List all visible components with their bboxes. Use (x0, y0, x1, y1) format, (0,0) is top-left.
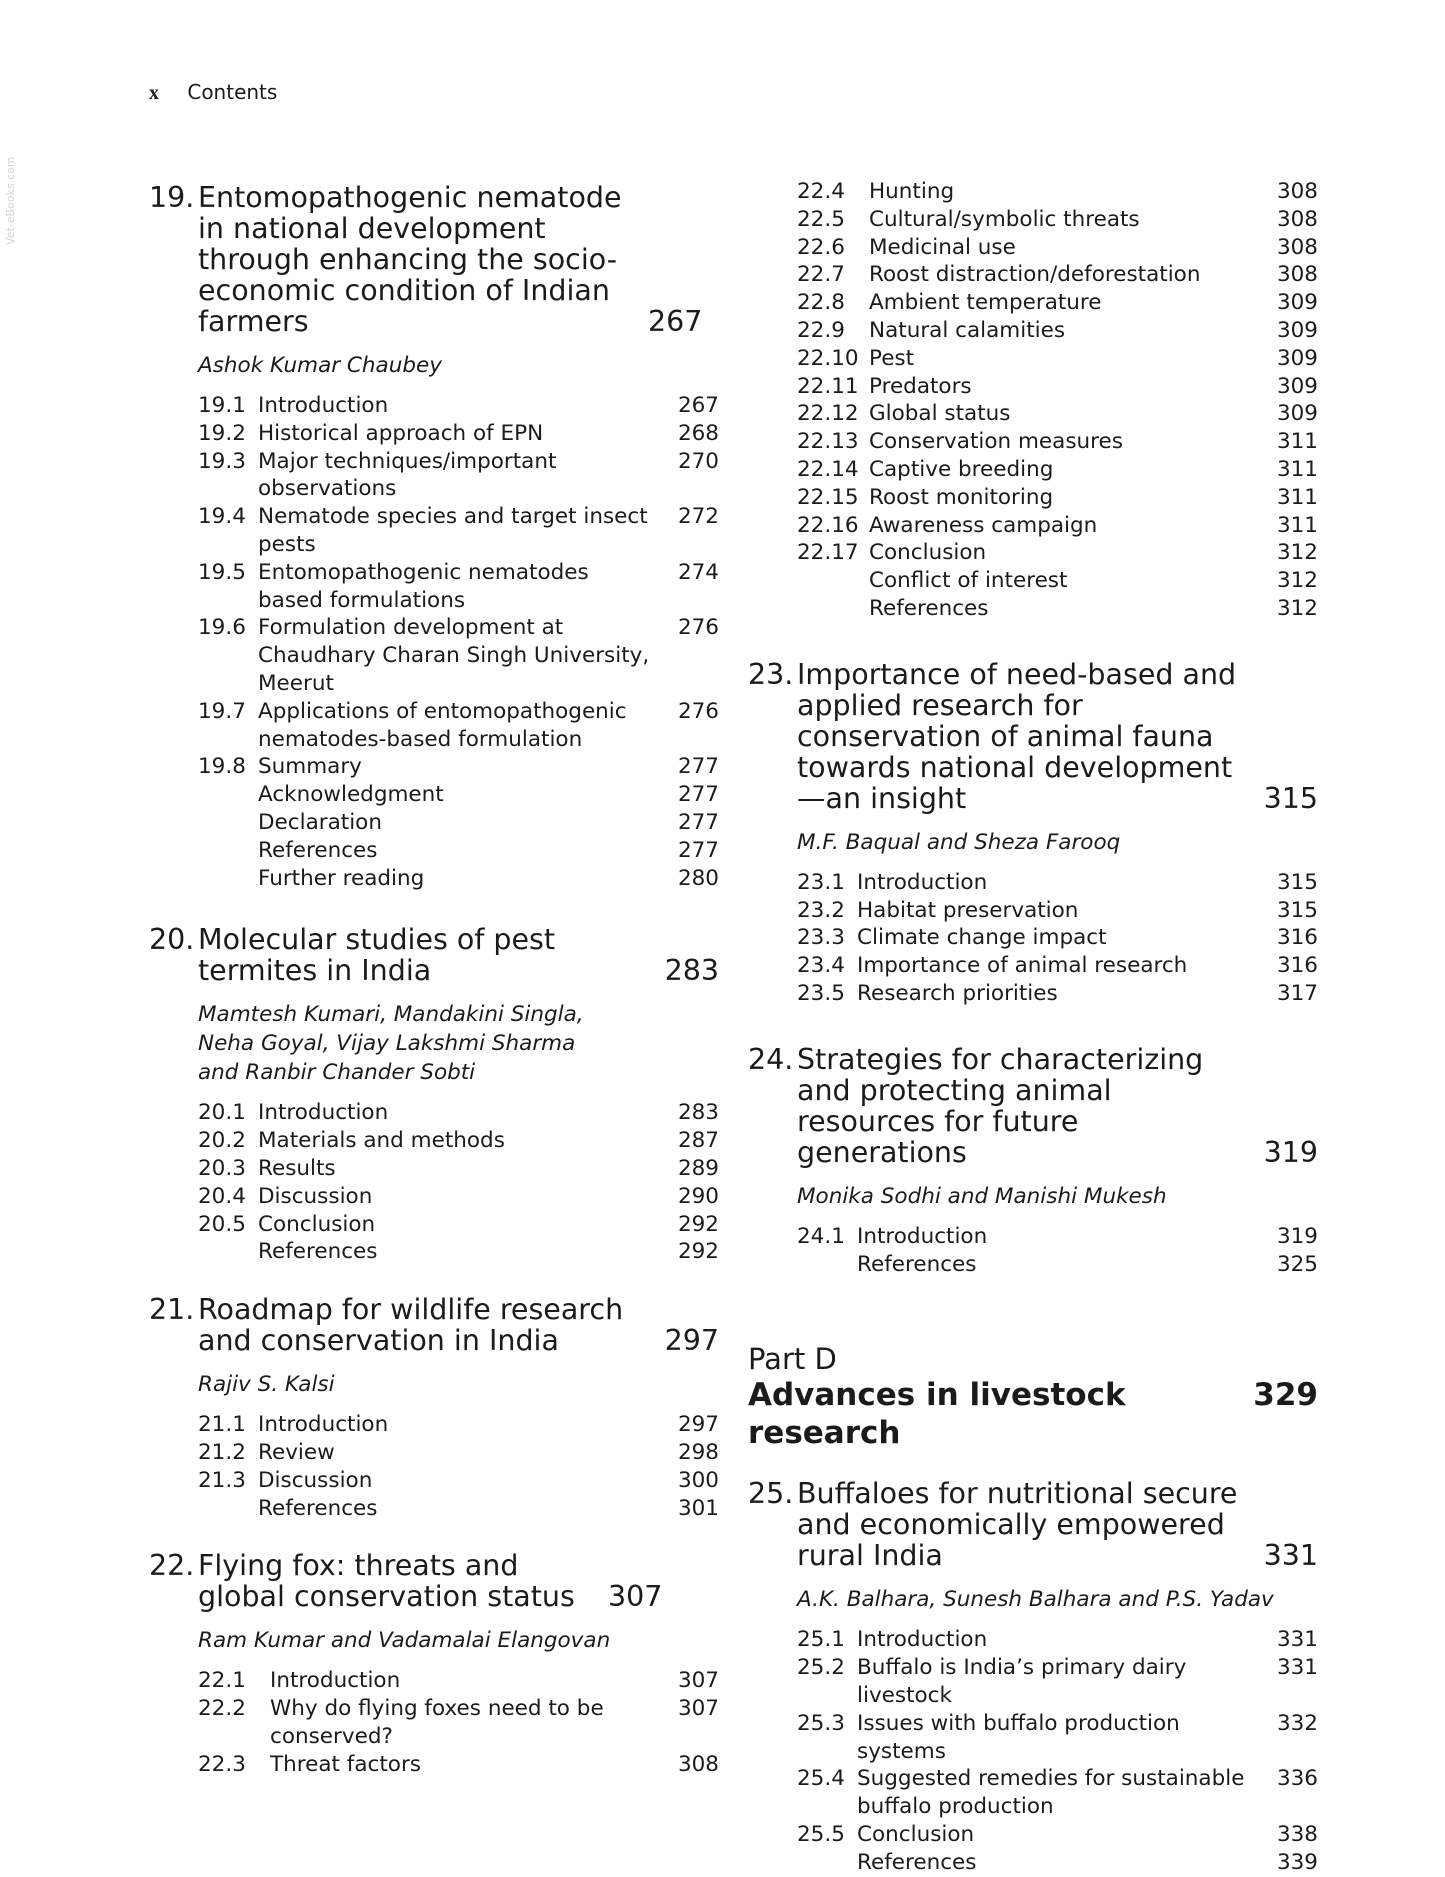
entry-title: Introduction (270, 1668, 401, 1694)
toc-entry (198, 753, 719, 781)
chapter-number: 19. (149, 181, 195, 214)
entry-page: 332 (1276, 1710, 1318, 1736)
entry-title: Natural calamities (869, 317, 1066, 343)
entry-number (198, 837, 258, 865)
entry-title: Results (258, 1155, 336, 1181)
entry-page: 300 (677, 1467, 719, 1493)
entry-number: 22.5 (797, 206, 845, 232)
toc-entry (797, 897, 1318, 925)
entry-number: 22.2 (198, 1696, 246, 1722)
entry-title: References (258, 1495, 378, 1521)
toc-entry (797, 206, 1318, 234)
entry-title: Pest (869, 345, 915, 371)
entry-title: Conservation measures (869, 429, 1123, 455)
chapter-number: 21. (149, 1293, 195, 1327)
entry-page: 311 (1276, 484, 1318, 510)
entry-page: 274 (677, 559, 719, 585)
chapter-heading (748, 1044, 1318, 1168)
entry-title: Conclusion (857, 1821, 975, 1847)
entry-page: 287 (677, 1128, 719, 1154)
entry-title: Ambient temperature (869, 290, 1102, 316)
entry-number: 25.1 (797, 1627, 845, 1653)
entry-number: 19.2 (198, 420, 246, 446)
running-head (149, 80, 277, 105)
chapter-page: 297 (664, 1324, 719, 1358)
entry-page: 308 (1276, 262, 1318, 288)
toc-entry (198, 1183, 719, 1211)
toc-entry (797, 373, 1318, 401)
entry-title: Importance of animal research (857, 953, 1188, 979)
entry-page: 276 (677, 698, 719, 724)
toc-entry (198, 392, 719, 420)
entry-title: Cultural/symbolic threats (869, 206, 1140, 232)
toc-entry (198, 1695, 719, 1751)
chapter-title: Roadmap for wildlife research and conservation in India (198, 1293, 624, 1358)
entry-number: 22.17 (797, 540, 859, 566)
chapter-block (748, 659, 1318, 1008)
chapter-number: 23. (748, 657, 794, 691)
entry-number: 25.5 (797, 1821, 845, 1847)
entry-number: 19.6 (198, 615, 246, 641)
entry-title: Roost monitoring (869, 484, 1054, 510)
entry-page: 325 (1276, 1251, 1318, 1277)
entry-page: 307 (677, 1668, 719, 1694)
entry-title: References (258, 1239, 378, 1265)
entry-title: Climate change impact (857, 925, 1107, 951)
entry-number: 25.3 (797, 1710, 845, 1736)
chapter-authors: Monika Sodhi and Manishi Mukesh (797, 1183, 1167, 1209)
entry-number: 20.3 (198, 1155, 246, 1181)
entry-title: Introduction (258, 1100, 389, 1126)
toc-entry (198, 1751, 719, 1779)
chapter-number: 20. (149, 923, 195, 957)
chapter-authors: Ram Kumar and Vadamalai Elangovan (198, 1628, 611, 1654)
left-column (149, 182, 719, 1779)
entry-page: 308 (677, 1751, 719, 1777)
chapter-number: 22. (149, 1549, 195, 1583)
toc-entry (198, 1467, 719, 1495)
entry-title: Acknowledgment (258, 782, 444, 808)
entry-page: 276 (677, 615, 719, 641)
entry-page: 309 (1276, 290, 1318, 316)
toc-entry-list (797, 1626, 1318, 1876)
toc-entry (797, 1654, 1318, 1710)
entry-page: 309 (1276, 317, 1318, 343)
entry-title: Issues with buffalo production systems (857, 1710, 1180, 1764)
chapter-block (748, 1044, 1318, 1279)
entry-title: References (258, 837, 378, 863)
part-label: Part D (748, 1342, 837, 1377)
toc-entry (198, 503, 719, 559)
toc-entry-list (198, 1667, 719, 1778)
chapter-heading (748, 1478, 1318, 1571)
entry-title: References (857, 1849, 977, 1875)
entry-title: Research priorities (857, 980, 1058, 1006)
entry-number (797, 1849, 857, 1877)
entry-number: 22.8 (797, 290, 845, 316)
entry-page: 301 (677, 1495, 719, 1521)
entry-page: 297 (677, 1412, 719, 1438)
chapter-block (748, 1478, 1318, 1876)
entry-page: 315 (1276, 869, 1318, 895)
entry-title: Habitat preservation (857, 897, 1079, 923)
entry-number (198, 1238, 258, 1266)
entry-page: 308 (1276, 179, 1318, 204)
toc-entry (797, 512, 1318, 540)
entry-page: 292 (677, 1211, 719, 1237)
entry-number: 22.9 (797, 317, 845, 343)
entry-page: 338 (1276, 1821, 1318, 1847)
entry-page: 312 (1276, 595, 1318, 621)
toc-entry (198, 1667, 719, 1695)
entry-number: 19.4 (198, 504, 246, 530)
toc-entry (198, 1099, 719, 1127)
toc-entry (797, 178, 1318, 206)
entry-number: 20.4 (198, 1183, 246, 1209)
entry-number: 22.14 (797, 456, 859, 482)
entry-number: 19.3 (198, 448, 246, 474)
chapter-block (149, 924, 719, 1266)
entry-title: Declaration (258, 809, 382, 835)
entry-page: 292 (677, 1239, 719, 1265)
toc-entry (797, 317, 1318, 345)
entry-title: Applications of entomopathogenic nematodes-based formulation (258, 698, 627, 752)
toc-entry (797, 1765, 1318, 1821)
entry-number: 23.1 (797, 869, 845, 895)
entry-page: 272 (677, 504, 719, 530)
toc-entry-list (797, 1223, 1318, 1279)
chapter-block (149, 1550, 719, 1778)
toc-entry (198, 1238, 719, 1266)
chapter-title: Importance of need-based and applied research for conservation of animal fauna towards national development—an insight (797, 657, 1237, 815)
entry-number: 20.5 (198, 1211, 246, 1237)
entry-title: Introduction (258, 1412, 389, 1438)
chapter-block (149, 1294, 719, 1522)
toc-entry (198, 559, 719, 615)
toc-entry-list (198, 392, 719, 892)
toc-entry (198, 837, 719, 865)
chapter-authors: Rajiv S. Kalsi (198, 1372, 335, 1398)
entry-page: 289 (677, 1155, 719, 1181)
toc-entry (198, 1411, 719, 1439)
entry-number: 23.3 (797, 925, 845, 951)
toc-entry (198, 420, 719, 448)
entry-title: Historical approach of EPN (258, 420, 544, 446)
entry-title: Introduction (857, 1627, 988, 1653)
entry-title: Formulation development at Chaudhary Charan Singh University, Meerut (258, 615, 650, 696)
entry-title: Materials and methods (258, 1128, 505, 1154)
entry-page: 309 (1276, 401, 1318, 427)
toc-entry-list (797, 178, 1318, 623)
entry-number: 21.1 (198, 1412, 246, 1438)
entry-page: 309 (1276, 373, 1318, 399)
entry-title: References (857, 1251, 977, 1277)
chapter-title: Buffaloes for nutritional secure and economically empowered rural India (797, 1477, 1238, 1573)
entry-number: 22.10 (797, 345, 859, 371)
entry-number: 20.1 (198, 1100, 246, 1126)
entry-number (797, 595, 869, 623)
chapter-authors: Ashok Kumar Chaubey (198, 353, 442, 378)
entry-title: Review (258, 1439, 335, 1465)
toc-entry-list (797, 869, 1318, 1008)
toc-entry (797, 595, 1318, 623)
entry-number: 22.11 (797, 373, 859, 399)
toc-entry-list (198, 1411, 719, 1522)
entry-page: 316 (1276, 953, 1318, 979)
toc-entry (198, 781, 719, 809)
chapter-heading (149, 1550, 719, 1612)
entry-title: Conclusion (258, 1211, 376, 1237)
entry-number: 22.16 (797, 512, 859, 538)
entry-number: 22.4 (797, 179, 845, 204)
entry-number: 20.2 (198, 1128, 246, 1154)
part-title-row (748, 1376, 1318, 1452)
entry-title: Threat factors (270, 1751, 421, 1777)
entry-number: 24.1 (797, 1223, 845, 1249)
entry-page: 307 (677, 1696, 719, 1722)
entry-title: Awareness campaign (869, 512, 1098, 538)
toc-entry (198, 698, 719, 754)
part-page: 329 (1253, 1377, 1318, 1414)
entry-number: 23.5 (797, 980, 845, 1006)
toc-entry (198, 865, 719, 893)
chapter-title: Molecular studies of pest termites in India (198, 923, 556, 988)
page-number: x (149, 82, 159, 104)
entry-number: 25.4 (797, 1766, 845, 1792)
chapter-block (149, 182, 719, 892)
chapter-number: 25. (748, 1477, 794, 1511)
toc-entry (198, 1127, 719, 1155)
toc-entry (198, 614, 719, 697)
part-heading (748, 1342, 1318, 1452)
entry-number: 22.7 (797, 262, 845, 288)
chapter-number: 24. (748, 1042, 794, 1076)
entry-number: 22.3 (198, 1751, 246, 1777)
entry-page: 331 (1276, 1627, 1318, 1653)
chapter-page: 267 (648, 305, 703, 338)
toc-entry (797, 345, 1318, 373)
chapter-heading (149, 1294, 719, 1356)
entry-number (198, 865, 258, 893)
entry-page: 319 (1276, 1223, 1318, 1249)
entry-number: 19.5 (198, 559, 246, 585)
entry-title: Introduction (857, 1223, 988, 1249)
entry-title: Discussion (258, 1183, 373, 1209)
entry-title: Hunting (869, 179, 955, 204)
entry-page: 331 (1276, 1655, 1318, 1681)
entry-page: 312 (1276, 540, 1318, 566)
entry-page: 311 (1276, 456, 1318, 482)
entry-title: Discussion (258, 1467, 373, 1493)
entry-number: 23.2 (797, 897, 845, 923)
toc-entry (797, 952, 1318, 980)
entry-title: Nematode species and target insect pests (258, 504, 648, 557)
entry-title: Suggested remedies for sustainable buffalo production (857, 1766, 1245, 1820)
entry-page: 277 (677, 809, 719, 835)
entry-number: 22.13 (797, 429, 859, 455)
entry-title: References (869, 595, 989, 621)
entry-number: 25.2 (797, 1655, 845, 1681)
toc-entry (198, 1439, 719, 1467)
entry-page: 298 (677, 1439, 719, 1465)
entry-page: 311 (1276, 512, 1318, 538)
toc-entry (797, 1223, 1318, 1251)
entry-page: 280 (677, 865, 719, 891)
entry-page: 315 (1276, 897, 1318, 923)
entry-number: 21.2 (198, 1439, 246, 1465)
entry-number: 21.3 (198, 1467, 246, 1493)
entry-title: Summary (258, 754, 362, 780)
toc-entry (797, 1626, 1318, 1654)
entry-number: 22.1 (198, 1668, 246, 1694)
entry-number: 19.1 (198, 393, 246, 418)
entry-page: 336 (1276, 1766, 1318, 1792)
chapter-page: 283 (664, 954, 719, 988)
entry-number (797, 567, 869, 595)
entry-number: 22.12 (797, 401, 859, 427)
entry-page: 270 (677, 448, 719, 474)
toc-entry (198, 1155, 719, 1183)
entry-page: 283 (677, 1100, 719, 1126)
entry-title: Conclusion (869, 540, 987, 566)
entry-number (198, 809, 258, 837)
entry-title: Further reading (258, 865, 425, 891)
toc-entry (797, 289, 1318, 317)
chapter-page: 315 (1263, 781, 1318, 815)
entry-page: 308 (1276, 234, 1318, 260)
chapter-authors: M.F. Baqual and Sheza Farooq (797, 829, 1121, 855)
toc-entry (198, 1495, 719, 1523)
entry-page: 308 (1276, 206, 1318, 232)
entry-title: Conflict of interest (869, 568, 1068, 594)
toc-entry (797, 261, 1318, 289)
chapter-title: Strategies for characterizing and protecting animal resources for future generations (797, 1042, 1204, 1169)
entry-title: Predators (869, 373, 972, 399)
toc-entry-list (198, 1099, 719, 1266)
entry-page: 316 (1276, 925, 1318, 951)
entry-page: 311 (1276, 429, 1318, 455)
chapter-heading (748, 659, 1318, 814)
toc-entry (797, 567, 1318, 595)
toc-entry (797, 484, 1318, 512)
entry-number: 19.7 (198, 698, 246, 724)
entry-number (198, 1495, 258, 1523)
watermark: Vet-eBooks.com (4, 156, 17, 245)
entry-number: 22.15 (797, 484, 859, 510)
right-column (748, 179, 1318, 1877)
entry-page: 277 (677, 754, 719, 780)
toc-entry (198, 448, 719, 504)
chapter-page: 319 (1263, 1135, 1318, 1169)
toc-entry (797, 400, 1318, 428)
chapter-authors: Mamtesh Kumari, Mandakini Singla, Neha Goyal, Vijay Lakshmi Sharma and Ranbir Chander Sobti (198, 1002, 584, 1086)
entry-title: Introduction (258, 393, 389, 418)
toc-entry (797, 1251, 1318, 1279)
toc-entry (198, 809, 719, 837)
toc-entry (198, 1211, 719, 1239)
entry-number: 23.4 (797, 953, 845, 979)
chapter-heading (149, 924, 719, 986)
entry-title: Global status (869, 401, 1011, 427)
entry-title: Introduction (857, 869, 988, 895)
entry-page: 290 (677, 1183, 719, 1209)
toc-entry (797, 1710, 1318, 1766)
chapter-authors: A.K. Balhara, Sunesh Balhara and P.S. Yadav (797, 1587, 1274, 1613)
part-title: Advances in livestock research (748, 1377, 1126, 1452)
entry-title: Captive breeding (869, 456, 1054, 482)
toc-entry (797, 428, 1318, 456)
entry-title: Major techniques/important observations (258, 448, 557, 502)
running-head-title: Contents (187, 80, 278, 104)
entry-number (198, 781, 258, 809)
chapter-heading (149, 182, 719, 337)
entry-page: 339 (1276, 1849, 1318, 1875)
entry-number: 19.8 (198, 754, 246, 780)
chapter-page: 307 (608, 1580, 663, 1614)
entry-page: 312 (1276, 568, 1318, 594)
chapter-page: 331 (1263, 1539, 1318, 1573)
toc-entry (797, 869, 1318, 897)
toc-entry (797, 1821, 1318, 1849)
entry-page: 277 (677, 837, 719, 863)
entry-title: Why do flying foxes need to be conserved? (270, 1696, 604, 1749)
toc-entry (797, 456, 1318, 484)
entry-title: Entomopathogenic nematodes based formulations (258, 559, 589, 613)
toc-entry (797, 539, 1318, 567)
entry-page: 277 (677, 782, 719, 808)
entry-title: Buffalo is India’s primary dairy livestock (857, 1655, 1187, 1708)
entry-page: 268 (677, 420, 719, 446)
entry-number: 22.6 (797, 234, 845, 260)
chapter-title: Flying fox: threats and global conservation status (198, 1549, 575, 1614)
chapter-title: Entomopathogenic nematode in national development through enhancing the socio-economic condition of Indian farmers (198, 181, 622, 338)
entry-page: 309 (1276, 345, 1318, 371)
entry-title: Medicinal use (869, 234, 1016, 260)
toc-entry (797, 924, 1318, 952)
toc-entry (797, 980, 1318, 1008)
entry-title: Roost distraction/deforestation (869, 262, 1201, 288)
entry-page: 317 (1276, 980, 1318, 1006)
toc-entry (797, 234, 1318, 262)
entry-number (797, 1251, 857, 1279)
entry-page: 267 (677, 393, 719, 418)
toc-entry (797, 1849, 1318, 1877)
